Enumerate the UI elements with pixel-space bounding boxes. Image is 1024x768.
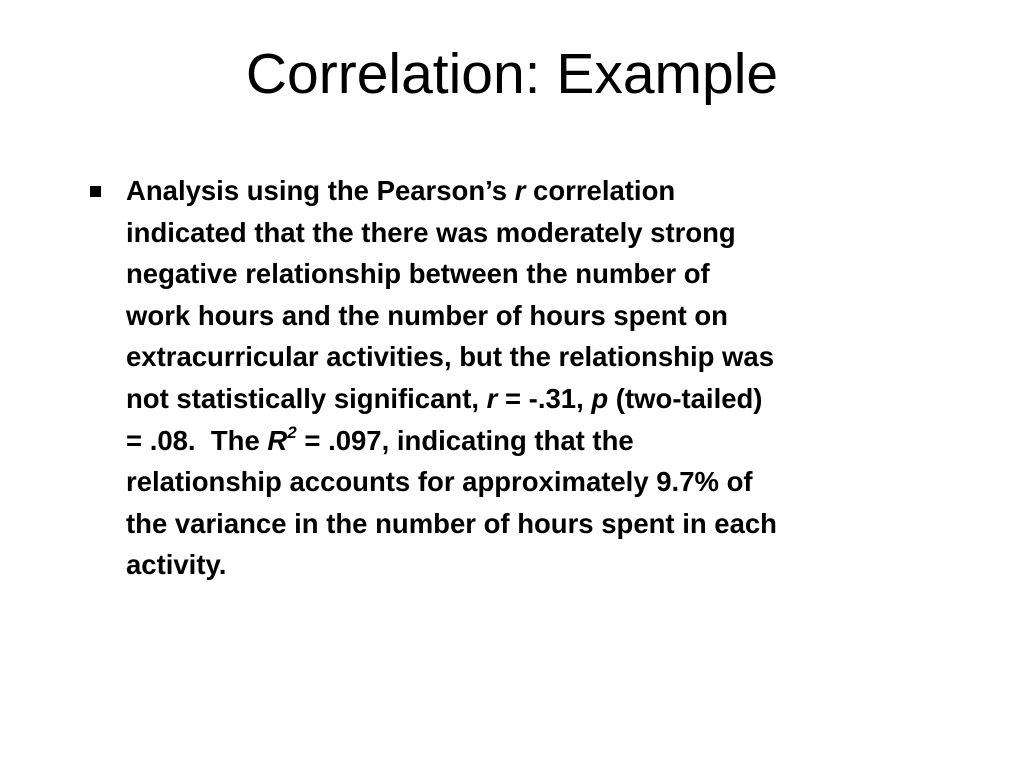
text-segment: = -.31, xyxy=(497,382,592,414)
bullet-line-8: relationship accounts for approximately 9.7% of xyxy=(126,466,753,498)
italic-R: R xyxy=(267,424,288,456)
italic-p: p xyxy=(591,382,609,414)
bullet-line-6 xyxy=(126,378,950,420)
slide-title: Correlation: Example xyxy=(245,42,779,106)
text-segment: correlation xyxy=(525,175,676,206)
bullet-line-3: negative relationship between the number of xyxy=(126,258,710,290)
bullet-list xyxy=(90,170,950,586)
bullet-line-9: the variance in the number of hours spent in each xyxy=(126,507,777,539)
italic-r: r xyxy=(486,382,498,414)
text-segment: = .097, indicating that the xyxy=(296,424,634,456)
italic-r: r xyxy=(514,175,526,206)
superscript-2: 2 xyxy=(287,422,297,442)
bullet-line-10: activity. xyxy=(126,549,227,581)
text-segment: not statistically significant, xyxy=(126,382,487,414)
bullet-line-2: indicated that the there was moderately strong xyxy=(126,216,736,248)
bullet-line-4: work hours and the number of hours spent on xyxy=(126,299,728,331)
text-segment: = .08. The xyxy=(126,424,268,456)
bullet-line-5: extracurricular activities, but the relationship was xyxy=(126,341,774,373)
square-bullet-icon xyxy=(90,186,101,197)
bullet-line-7 xyxy=(126,420,950,462)
bullet-text xyxy=(126,170,950,586)
bullet-line-1 xyxy=(126,170,950,212)
text-segment: (two-tailed) xyxy=(608,382,763,414)
text-segment: Analysis using the Pearson’s xyxy=(126,175,515,206)
bullet-item xyxy=(90,170,950,586)
